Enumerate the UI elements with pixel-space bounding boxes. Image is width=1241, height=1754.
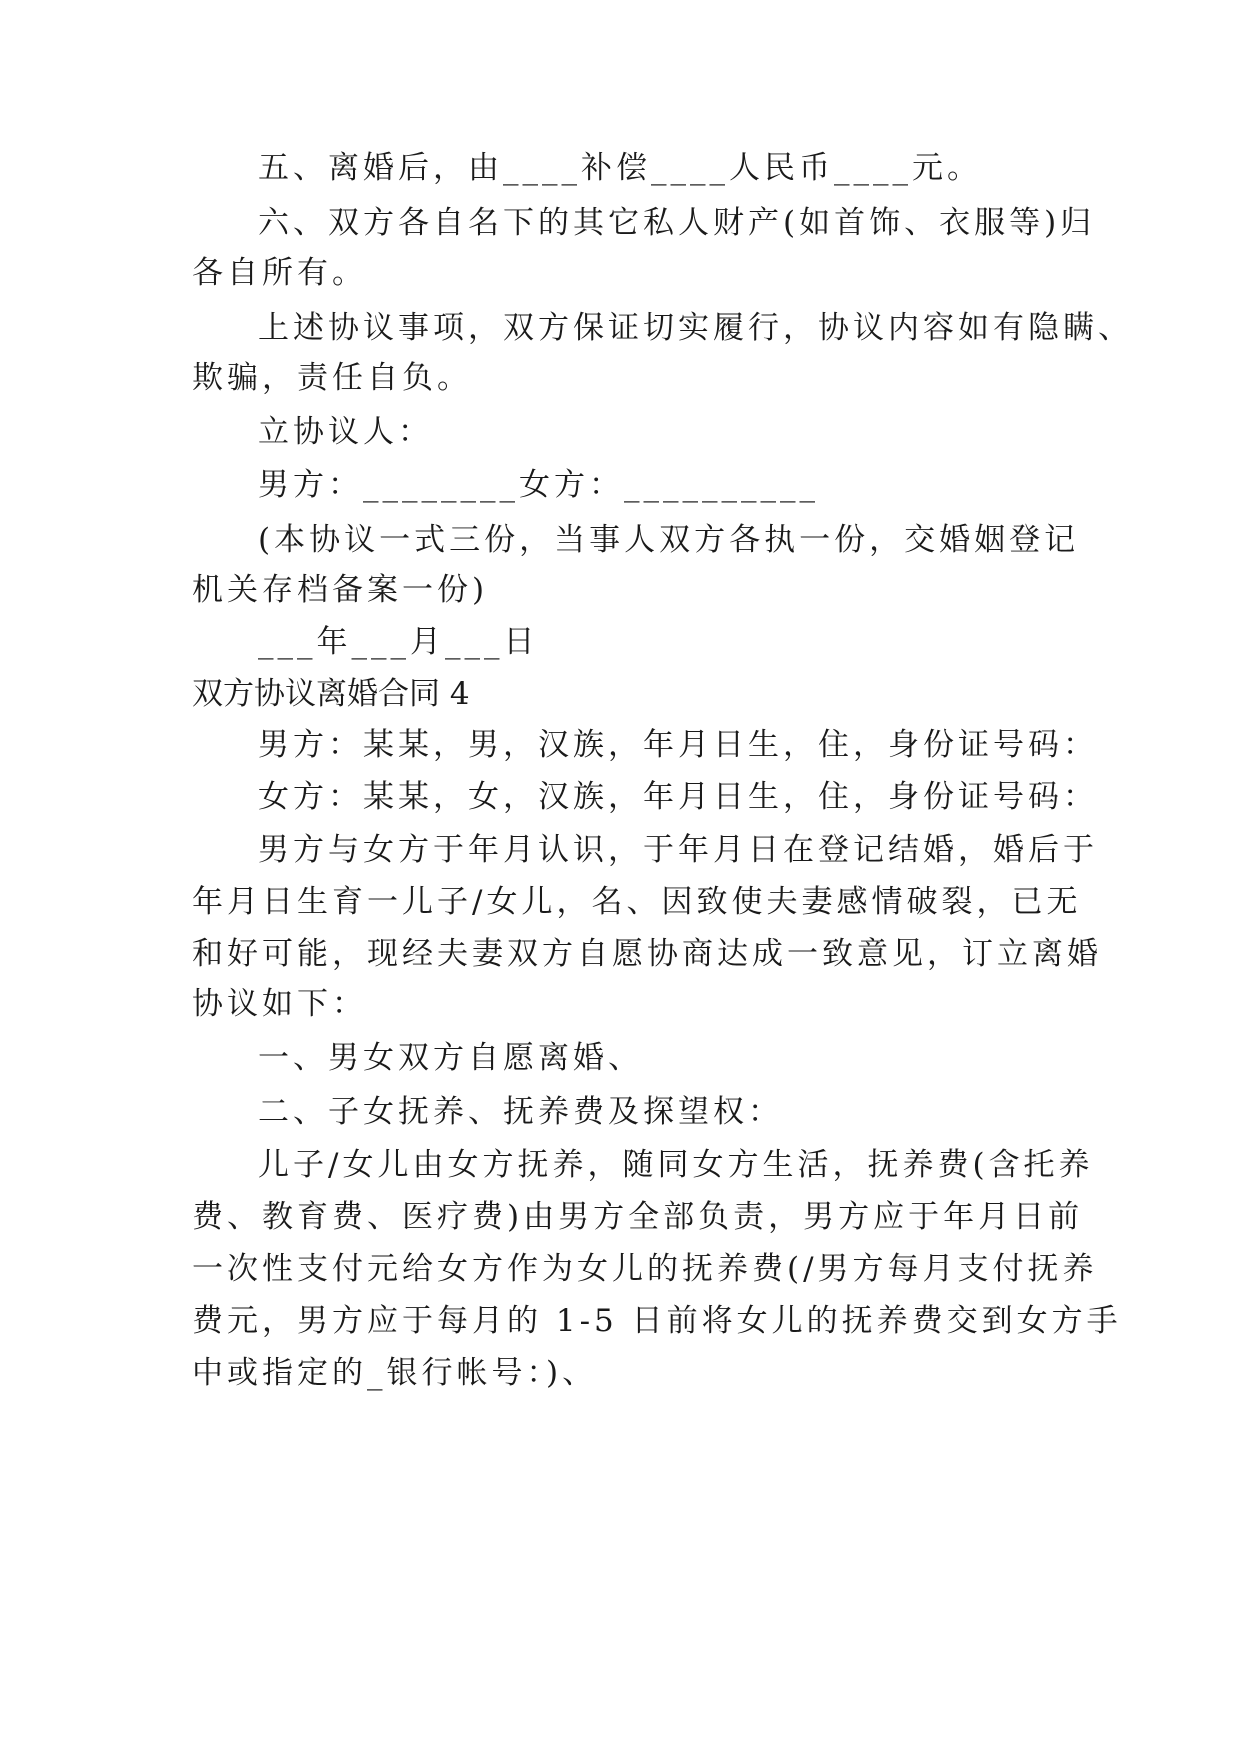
- clause-six-continued: 各自所有。: [192, 255, 367, 291]
- section-title: 双方协议离婚合同 4: [192, 676, 470, 712]
- date-line: ___年___月___日: [258, 624, 539, 660]
- copies-note: (本协议一式三份，当事人双方各执一份，交婚姻登记: [258, 522, 1080, 558]
- clause-five: 五、离婚后，由____补偿____人民币____元。: [258, 150, 982, 186]
- custody-paragraph: 儿子/女儿由女方抚养，随同女方生活，抚养费(含托养: [258, 1147, 1094, 1183]
- copies-note-continued: 机关存档备案一份): [192, 572, 489, 608]
- custody-paragraph-line3: 一次性支付元给女方作为女儿的抚养费(/男方每月支付抚养: [192, 1251, 1098, 1287]
- clause-six: 六、双方各自名下的其它私人财产(如首饰、衣服等)归: [258, 205, 1096, 241]
- custody-paragraph-line2: 费、教育费、医疗费)由男方全部负责，男方应于年月日前: [192, 1199, 1084, 1235]
- background-paragraph-line2: 年月日生育一儿子/女儿，名、因致使夫妻感情破裂，已无: [192, 884, 1082, 920]
- signature-line: 男方：________女方：__________: [258, 467, 819, 503]
- background-paragraph-line3: 和好可能，现经夫妻双方自愿协商达成一致意见，订立离婚: [192, 936, 1102, 972]
- guarantee-paragraph: 上述协议事项，双方保证切实履行，协议内容如有隐瞒、: [258, 310, 1133, 346]
- guarantee-paragraph-continued: 欺骗，责任自负。: [192, 360, 472, 396]
- wife-info: 女方：某某，女，汉族，年月日生，住，身份证号码：: [258, 779, 1098, 815]
- signatories-label: 立协议人：: [258, 414, 433, 450]
- clause-one: 一、男女双方自愿离婚、: [258, 1040, 643, 1076]
- custody-paragraph-line5: 中或指定的_银行帐号：)、: [192, 1355, 598, 1391]
- clause-two: 二、子女抚养、抚养费及探望权：: [258, 1094, 783, 1130]
- husband-info: 男方：某某，男，汉族，年月日生，住，身份证号码：: [258, 727, 1098, 763]
- custody-paragraph-line4: 费元，男方应于每月的 1-5 日前将女儿的抚养费交到女方手: [192, 1303, 1122, 1339]
- background-paragraph: 男方与女方于年月认识，于年月日在登记结婚，婚后于: [258, 832, 1098, 868]
- background-paragraph-line4: 协议如下：: [192, 986, 367, 1022]
